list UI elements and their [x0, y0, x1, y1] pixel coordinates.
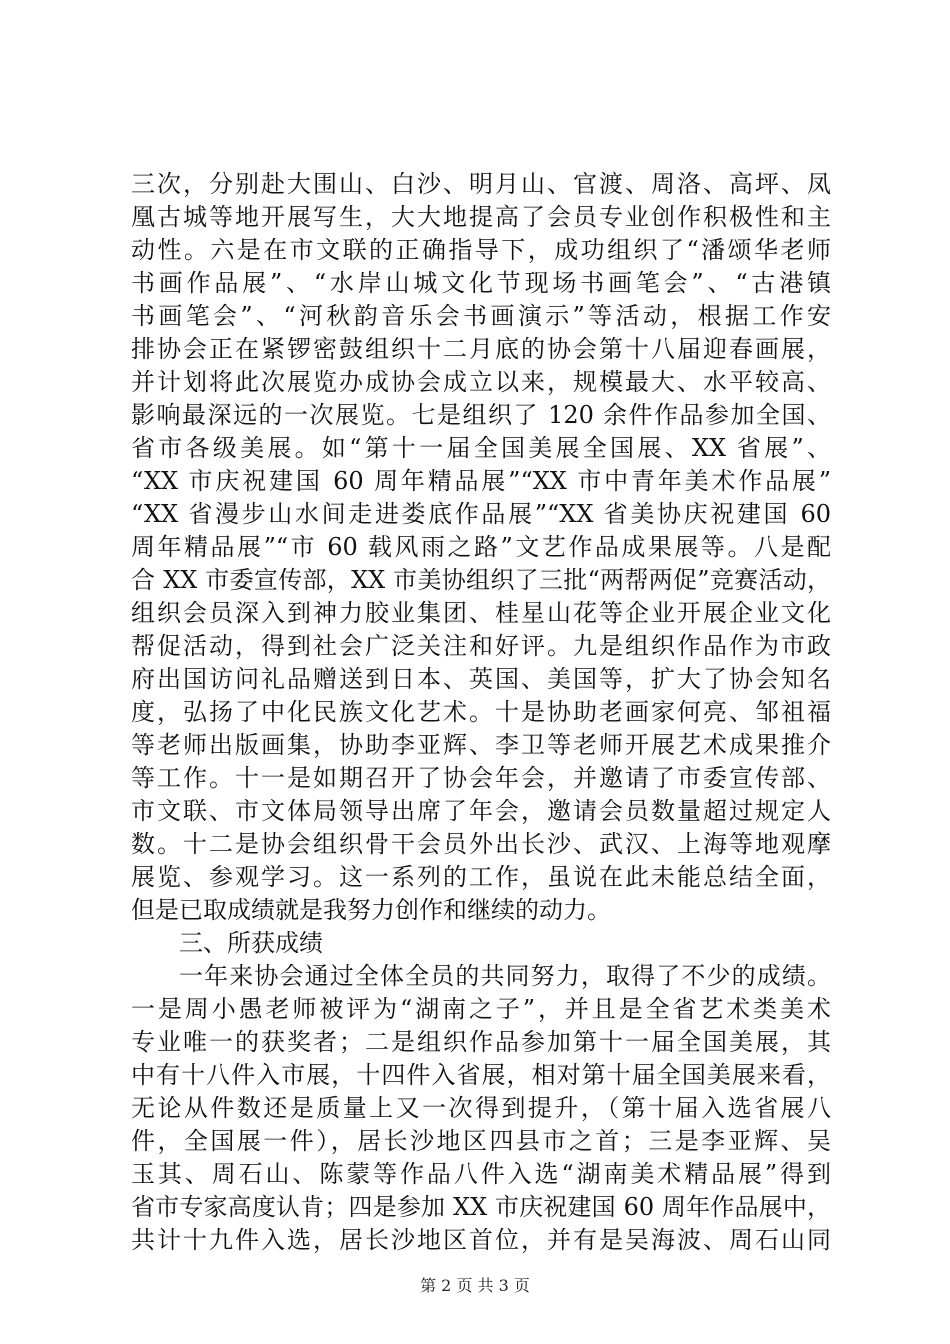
text-line: 凰古城等地开展写生，大大地提高了会员专业创作积极性和主 — [131, 203, 831, 231]
text-line: 周年精品展”“市 60 载风雨之路”文艺作品成果展等。八是配 — [131, 533, 831, 561]
text-line: 组织会员深入到神力胶业集团、桂星山花等企业开展企业文化 — [131, 599, 831, 627]
text-line: 书画笔会”、“河秋韵音乐会书画演示”等活动，根据工作安 — [131, 302, 831, 330]
text-line: 一是周小愚老师被评为“湖南之子”，并且是全省艺术类美术 — [131, 995, 831, 1023]
text-line: 影响最深远的一次展览。七是组织了 120 余件作品参加全国、 — [131, 401, 831, 429]
text-line: 省市专家高度认肯；四是参加 XX 市庆祝建国 60 周年作品展中， — [131, 1193, 831, 1221]
page-number-footer: 第 2 页 共 3 页 — [420, 1276, 530, 1295]
text-line: 专业唯一的获奖者；二是组织作品参加第十一届全国美展，其 — [131, 1028, 831, 1056]
document-body — [131, 168, 831, 1257]
text-line: 府出国访问礼品赠送到日本、英国、美国等，扩大了协会知名 — [131, 665, 831, 693]
text-line: 动性。六是在市文联的正确指导下，成功组织了“潘颂华老师 — [131, 236, 831, 264]
text-line: 合 XX 市委宣传部，XX 市美协组织了三批“两帮两促”竞赛活动， — [131, 566, 831, 594]
text-line: 度，弘扬了中化民族文化艺术。十是协助老画家何亮、邹祖福 — [131, 698, 831, 726]
text-line: 中有十八件入市展，十四件入省展，相对第十届全国美展来看， — [131, 1061, 831, 1089]
text-line: 无论从件数还是质量上又一次得到提升，（第十届入选省展八 — [131, 1094, 831, 1122]
text-line: 市文联、市文体局领导出席了年会，邀请会员数量超过规定人 — [131, 797, 831, 825]
text-line: 数。十二是协会组织骨干会员外出长沙、武汉、上海等地观摩 — [131, 830, 831, 858]
text-line: 件，全国展一件），居长沙地区四县市之首；三是李亚辉、吴 — [131, 1127, 831, 1155]
text-line: “XX 省漫步山水间走进娄底作品展”“XX 省美协庆祝建国 60 — [131, 500, 831, 528]
text-line-paragraph-end: 但是已取成绩就是我努力创作和继续的动力。 — [131, 896, 611, 924]
text-line: 排协会正在紧锣密鼓组织十二月底的协会第十八届迎春画展， — [131, 335, 831, 363]
text-line: 等工作。十一是如期召开了协会年会，并邀请了市委宣传部、 — [131, 764, 831, 792]
text-line: 省市各级美展。如“第十一届全国美展全国展、XX 省展”、 — [131, 434, 831, 462]
text-line: 帮促活动，得到社会广泛关注和好评。九是组织作品作为市政 — [131, 632, 831, 660]
text-line-paragraph-start: 一年来协会通过全体全员的共同努力，取得了不少的成绩。 — [179, 962, 831, 990]
text-line: “XX 市庆祝建国 60 周年精品展”“XX 市中青年美术作品展” — [131, 467, 831, 495]
text-line: 展览、参观学习。这一系列的工作，虽说在此未能总结全面， — [131, 863, 831, 891]
text-line: 共计十九件入选，居长沙地区首位，并有是吴海波、周石山同 — [131, 1226, 831, 1254]
text-line: 并计划将此次展览办成协会成立以来，规模最大、水平较高、 — [131, 368, 831, 396]
text-line: 等老师出版画集，协助李亚辉、李卫等老师开展艺术成果推介 — [131, 731, 831, 759]
section-heading: 三、所获成绩 — [179, 929, 323, 957]
text-line: 三次，分别赴大围山、白沙、明月山、官渡、周洛、高坪、凤 — [131, 170, 831, 198]
text-line: 书画作品展”、“水岸山城文化节现场书画笔会”、“古港镇 — [131, 269, 831, 297]
text-line: 玉其、周石山、陈蒙等作品八件入选“湖南美术精品展”得到 — [131, 1160, 831, 1188]
